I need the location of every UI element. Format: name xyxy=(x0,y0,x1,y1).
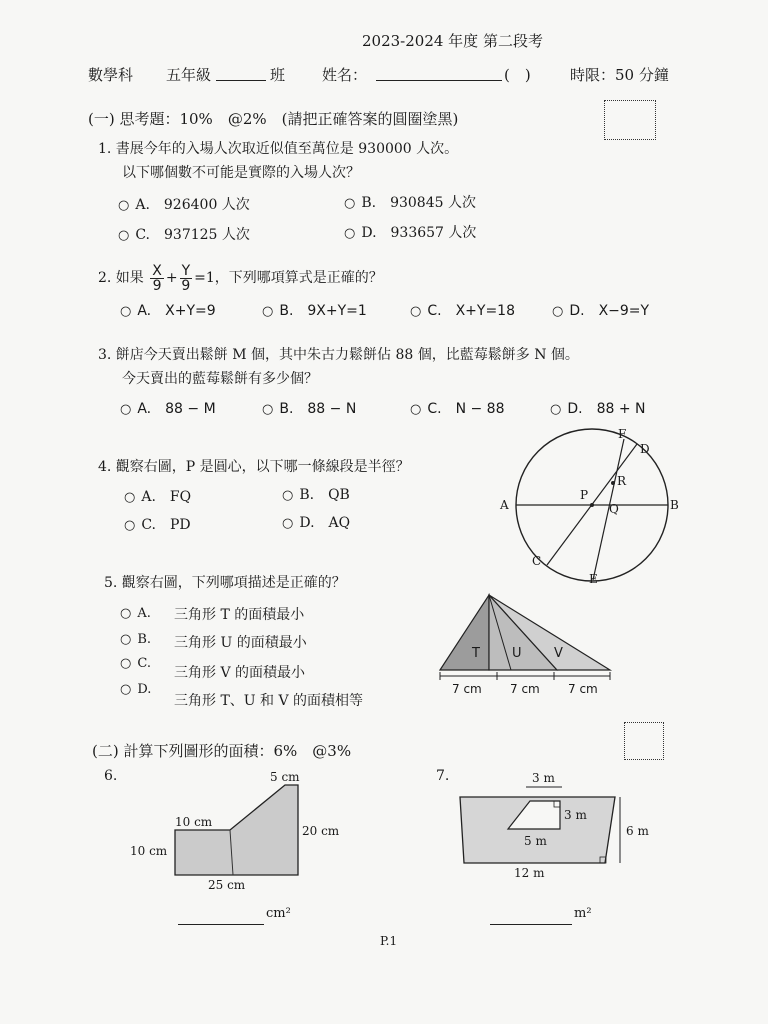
q1-option-c[interactable]: ○ C. 937125 人次 xyxy=(118,224,250,244)
q3-line2: 今天賣出的藍莓鬆餅有多少個？ xyxy=(122,371,318,387)
dim-label-2: 7 cm xyxy=(510,682,540,696)
label-v: V xyxy=(554,646,563,661)
q7-bottom-label: 12 m xyxy=(514,866,545,880)
q7-answer-blank[interactable] xyxy=(490,912,572,925)
q2-option-a[interactable]: ○ A. X+Y=9 xyxy=(120,300,216,320)
q4-option-b[interactable]: ○ B. QB xyxy=(282,484,350,504)
q5-text-d: 三角形 T、U 和 V 的面積相等 xyxy=(174,693,364,709)
q6-answer-blank[interactable] xyxy=(178,912,264,925)
q2-y: Y xyxy=(181,262,191,279)
q4-option-d[interactable]: ○ D. AQ xyxy=(282,512,350,532)
section2-heading: (二) 計算下列圖形的面積：6% @3% xyxy=(92,742,352,760)
q7-unit: m² xyxy=(574,906,592,921)
q2-suffix: =1，下列哪項算式是正確的？ xyxy=(194,270,383,286)
triangle-t xyxy=(440,595,489,670)
q5-option-a[interactable]: ○ A. xyxy=(120,606,151,621)
q4-stem: 4. 觀察右圖，P 是圓心，以下哪一條線段是半徑？ xyxy=(98,459,410,475)
q1-line1: 1. 書展今年的入場人次取近似值至萬位是 930000 人次。 xyxy=(98,141,459,157)
label-d: D xyxy=(640,442,650,456)
q7-inner-h-label: 3 m xyxy=(564,808,587,822)
q7-top-label: 3 m xyxy=(532,771,555,785)
class-blank[interactable] xyxy=(216,68,266,81)
class-number-paren: ( ) xyxy=(504,66,531,84)
section1-heading: (一) 思考題：10% @2% (請把正確答案的圓圈塗黑) xyxy=(88,110,459,128)
q6-left-label: 10 cm xyxy=(130,844,168,858)
q2-prefix: 2. 如果 xyxy=(98,270,144,286)
exam-title: 2023-2024 年度 第二段考 xyxy=(362,32,543,50)
label-c: C xyxy=(532,554,542,568)
label-f: F xyxy=(618,427,627,441)
grade-label: 五年級 xyxy=(166,66,212,84)
q6-shape xyxy=(175,785,298,875)
class-label: 班 xyxy=(270,66,286,84)
name-label: 姓名： xyxy=(322,66,368,84)
q3-option-b[interactable]: ○ B. 88 − N xyxy=(262,398,356,418)
page-number: P.1 xyxy=(380,934,398,948)
label-b: B xyxy=(670,498,679,512)
q1-option-d[interactable]: ○ D. 933657 人次 xyxy=(344,222,476,242)
q6-bottom-label: 25 cm xyxy=(208,878,246,892)
q7-inner-w-label: 5 m xyxy=(524,834,547,848)
label-q: Q xyxy=(609,502,619,516)
q2-stem xyxy=(98,262,383,294)
q7-number: 7. xyxy=(436,768,450,784)
time-limit: 時限：50 分鐘 xyxy=(570,66,669,84)
q5-text-c: 三角形 V 的面積最小 xyxy=(174,665,306,681)
q5-text-b: 三角形 U 的面積最小 xyxy=(174,635,307,651)
q7-figure xyxy=(450,765,670,925)
label-u: U xyxy=(512,646,522,661)
q5-stem: 5. 觀察右圖，下列哪項描述是正確的？ xyxy=(104,575,346,591)
label-e: E xyxy=(589,572,598,586)
q3-option-c[interactable]: ○ C. N − 88 xyxy=(410,398,505,418)
point-r xyxy=(611,481,615,485)
q2-fraction-y xyxy=(180,264,193,293)
circle-figure xyxy=(490,425,690,590)
label-p: P xyxy=(580,488,589,502)
triangles-figure xyxy=(430,590,630,700)
q2-plus: + xyxy=(165,270,178,286)
q1-line2: 以下哪個數不可能是實際的入場人次？ xyxy=(122,165,360,181)
q6-right-label: 20 cm xyxy=(302,824,340,838)
q2-nine2: 9 xyxy=(181,277,191,294)
dim-label-1: 7 cm xyxy=(452,682,482,696)
label-t: T xyxy=(472,646,480,661)
center-point-p xyxy=(590,503,594,507)
q2-fraction-x xyxy=(150,264,164,293)
score-box-2 xyxy=(624,722,664,760)
q5-option-c[interactable]: ○ C. xyxy=(120,656,151,671)
q5-text-a: 三角形 T 的面積最小 xyxy=(174,607,305,623)
score-box-1 xyxy=(604,100,656,140)
q7-height-label: 6 m xyxy=(626,824,649,838)
q3-option-d[interactable]: ○ D. 88 + N xyxy=(550,398,646,418)
label-r: R xyxy=(617,474,627,488)
label-a: A xyxy=(500,498,509,512)
q6-top-label: 5 cm xyxy=(270,770,300,784)
q3-line1: 3. 餅店今天賣出鬆餅 M 個，其中朱古力鬆餅佔 88 個，比藍莓鬆餅多 N 個。 xyxy=(98,347,579,363)
dim-label-3: 7 cm xyxy=(568,682,598,696)
q6-unit: cm² xyxy=(266,906,291,921)
q6-number: 6. xyxy=(104,768,118,784)
q1-option-b[interactable]: ○ B. 930845 人次 xyxy=(344,192,476,212)
q1-option-a[interactable]: ○ A. 926400 人次 xyxy=(118,194,250,214)
q2-option-b[interactable]: ○ B. 9X+Y=1 xyxy=(262,300,367,320)
q5-option-d[interactable]: ○ D. xyxy=(120,682,151,697)
q6-figure xyxy=(120,765,360,935)
subject-label: 數學科 xyxy=(88,66,134,84)
name-blank[interactable] xyxy=(376,68,502,81)
q2-option-d[interactable]: ○ D. X−9=Y xyxy=(552,300,649,320)
q4-option-a[interactable]: ○ A. FQ xyxy=(124,486,191,506)
q2-x: X xyxy=(152,262,162,279)
q6-inner-label: 10 cm xyxy=(175,815,213,829)
q2-nine1: 9 xyxy=(152,277,162,294)
q4-option-c[interactable]: ○ C. PD xyxy=(124,514,191,534)
q3-option-a[interactable]: ○ A. 88 − M xyxy=(120,398,216,418)
q2-option-c[interactable]: ○ C. X+Y=18 xyxy=(410,300,515,320)
q5-option-b[interactable]: ○ B. xyxy=(120,632,151,647)
